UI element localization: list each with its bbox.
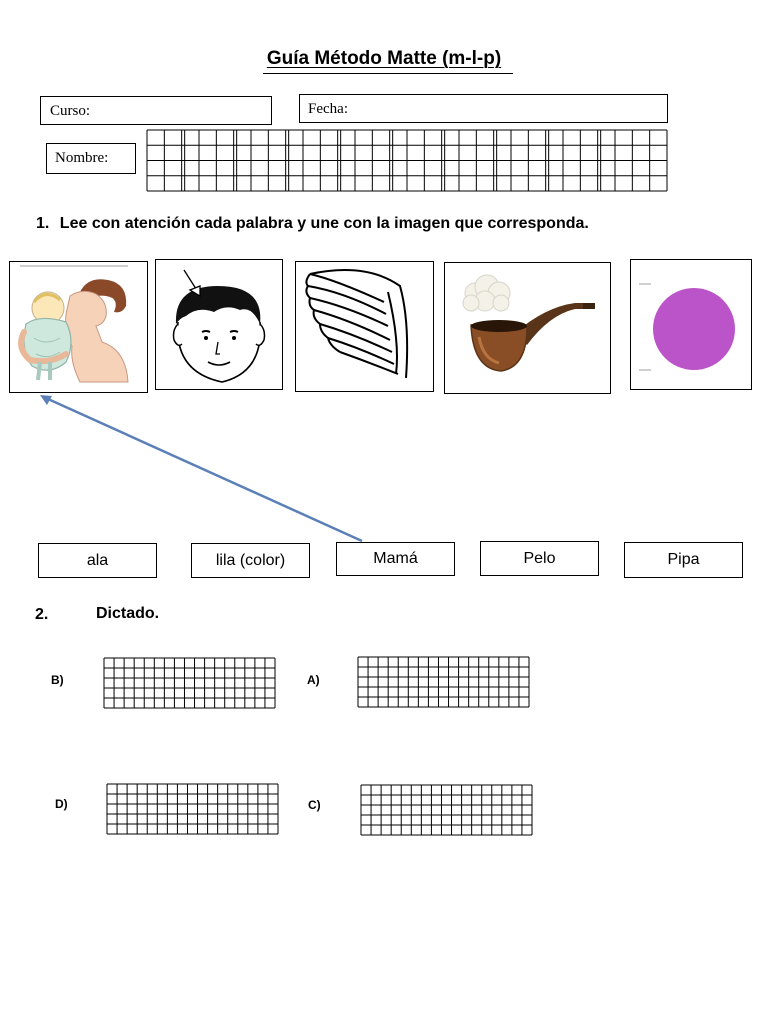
nombre-label: Nombre:	[55, 150, 109, 166]
word-box-pipa[interactable]: Pipa	[624, 542, 743, 578]
dictation-grid-a[interactable]	[357, 656, 530, 708]
section1-heading	[36, 215, 589, 233]
curso-label: Curso:	[50, 103, 91, 119]
dictation-label-a: A)	[307, 673, 320, 687]
section2-number: 2.	[35, 606, 49, 623]
face-with-hair-picture[interactable]	[155, 259, 283, 390]
word-box-pelo[interactable]: Pelo	[480, 541, 599, 576]
nombre-label-box	[46, 143, 136, 174]
section2-heading: Dictado.	[96, 605, 160, 622]
pipe-picture[interactable]	[444, 262, 611, 394]
dictation-grid-d[interactable]	[106, 783, 279, 835]
word-box-ala[interactable]: ala	[38, 543, 157, 578]
wing-picture[interactable]	[295, 261, 434, 392]
dictation-label-b: B)	[51, 673, 64, 687]
dictation-grid-b[interactable]	[103, 657, 276, 709]
title-underline	[263, 73, 513, 74]
word-box-lila[interactable]: lila (color)	[191, 543, 310, 578]
fecha-field[interactable]	[299, 94, 668, 123]
dictation-label-d: D)	[55, 797, 68, 811]
page-title: Guía Método Matte (m-l-p)	[266, 48, 502, 69]
fecha-label: Fecha:	[308, 101, 348, 117]
mother-baby-picture[interactable]	[9, 261, 148, 393]
section1-instruction: Lee con atención cada palabra y une con la imagen que corresponda.	[59, 215, 589, 232]
purple-circle-picture[interactable]	[630, 259, 752, 390]
section1-number: 1.	[36, 215, 50, 232]
nombre-writing-grid[interactable]	[146, 129, 668, 192]
curso-field[interactable]	[40, 96, 272, 125]
dictation-label-c: C)	[308, 798, 321, 812]
word-box-mama[interactable]: Mamá	[336, 542, 455, 576]
dictation-grid-c[interactable]	[360, 784, 533, 836]
